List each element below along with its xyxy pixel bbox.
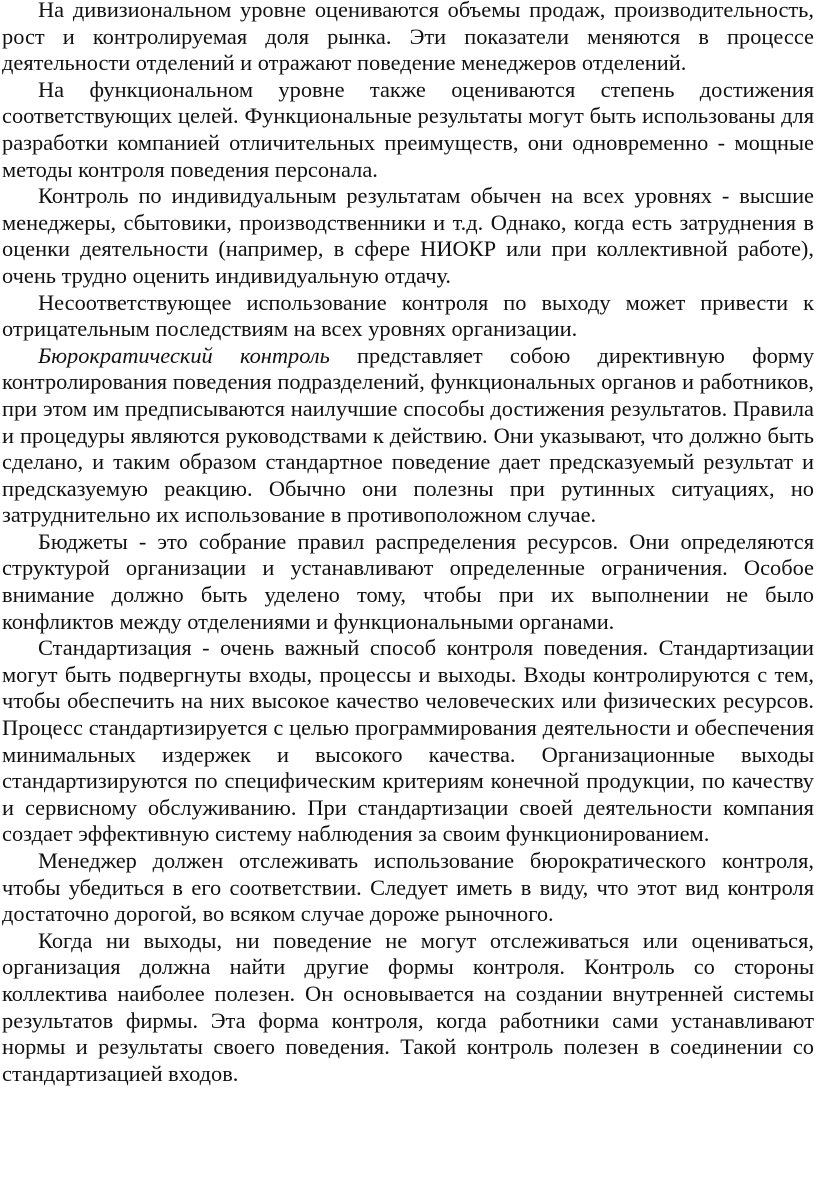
paragraph-bureaucratic-control xyxy=(2,343,814,529)
paragraph-individual-results: Контроль по индивидуальным результатам обычен на всех уровнях - высшие менеджеры, сбытовики, производственники и т.д. Однако, когда есть затруднения в оценки деятельности (например, в сфере НИОКР или при коллективной работе), очень трудно оценить индивидуальную отдачу. xyxy=(2,183,814,288)
paragraph-standardization: Стандартизация - очень важный способ контроля поведения. Стандартизации могут быть подвергнуты входы, процессы и выходы. Входы контролируются с тем, чтобы обеспечить на них высокое качество человеческих или физических ресурсов. Процесс стандартизируется с целью программирования деятельности и обеспечения минимальных издержек и высокого качества. Организационные выходы стандартизируются по специфическим критериям конечной продукции, по качеству и сервисному обслуживанию. При стандартизации своей деятельности компания создает эффективную систему наблюдения за своим функционированием. xyxy=(2,635,814,847)
paragraph-functional-level: На функциональном уровне также оцениваются степень достижения соответствующих целей. Функциональные результаты могут быть использованы для разработки компанией отличительных преимуществ, они одновременно - мощные методы контроля поведения персонала. xyxy=(2,76,814,182)
paragraph-manager-monitoring: Менеджер должен отслеживать использование бюрократического контроля, чтобы убедиться в его соответствии. Следует иметь в виду, что этот вид контроля достаточно дорогой, во всяком случае дороже рыночного. xyxy=(2,848,814,927)
paragraph-bureaucratic-control-body: представляет собою директивную форму контролирования поведения подразделений, функциональных органов и работников, при этом им предписываются наилучшие способы достижения результатов. Правила и процедуры являются руководствами к действию. Они указывают, что должно быть сделано, и таким образом стандартное поведение дает предсказуемый результат и предсказуемую реакцию. Обычно они полезны при рутинных ситуациях, но затруднительно их использование в противоположном случае. xyxy=(2,342,815,528)
paragraph-collective-control: Когда ни выходы, ни поведение не могут отслеживаться или оцениваться, организация должна найти другие формы контроля. Контроль со стороны коллектива наиболее полезен. Он основывается на создании внутренней системы результатов фирмы. Эта форма контроля, когда работники сами устанавливают нормы и результаты своего поведения. Такой контроль полезен в соединении со стандартизацией входов. xyxy=(2,927,814,1086)
paragraph-budgets: Бюджеты - это собрание правил распределения ресурсов. Они определяются структурой организации и устанавливают определенные ограничения. Особое внимание должно быть уделено тому, чтобы при их выполнении не было конфликтов между отделениями и функциональными органами. xyxy=(2,528,814,634)
paragraph-divisional-level: На дивизиональном уровне оцениваются объемы продаж, производительность, рост и контролируемая доля рынка. Эти показатели меняются в процессе деятельности отделений и отражают поведение менеджеров отделений. xyxy=(2,0,814,76)
paragraph-output-control-misuse: Несоответствующее использование контроля по выходу может привести к отрицательным последствиям на всех уровнях организации. xyxy=(2,289,814,342)
term-bureaucratic-control: Бюрократический контроль xyxy=(38,342,330,368)
